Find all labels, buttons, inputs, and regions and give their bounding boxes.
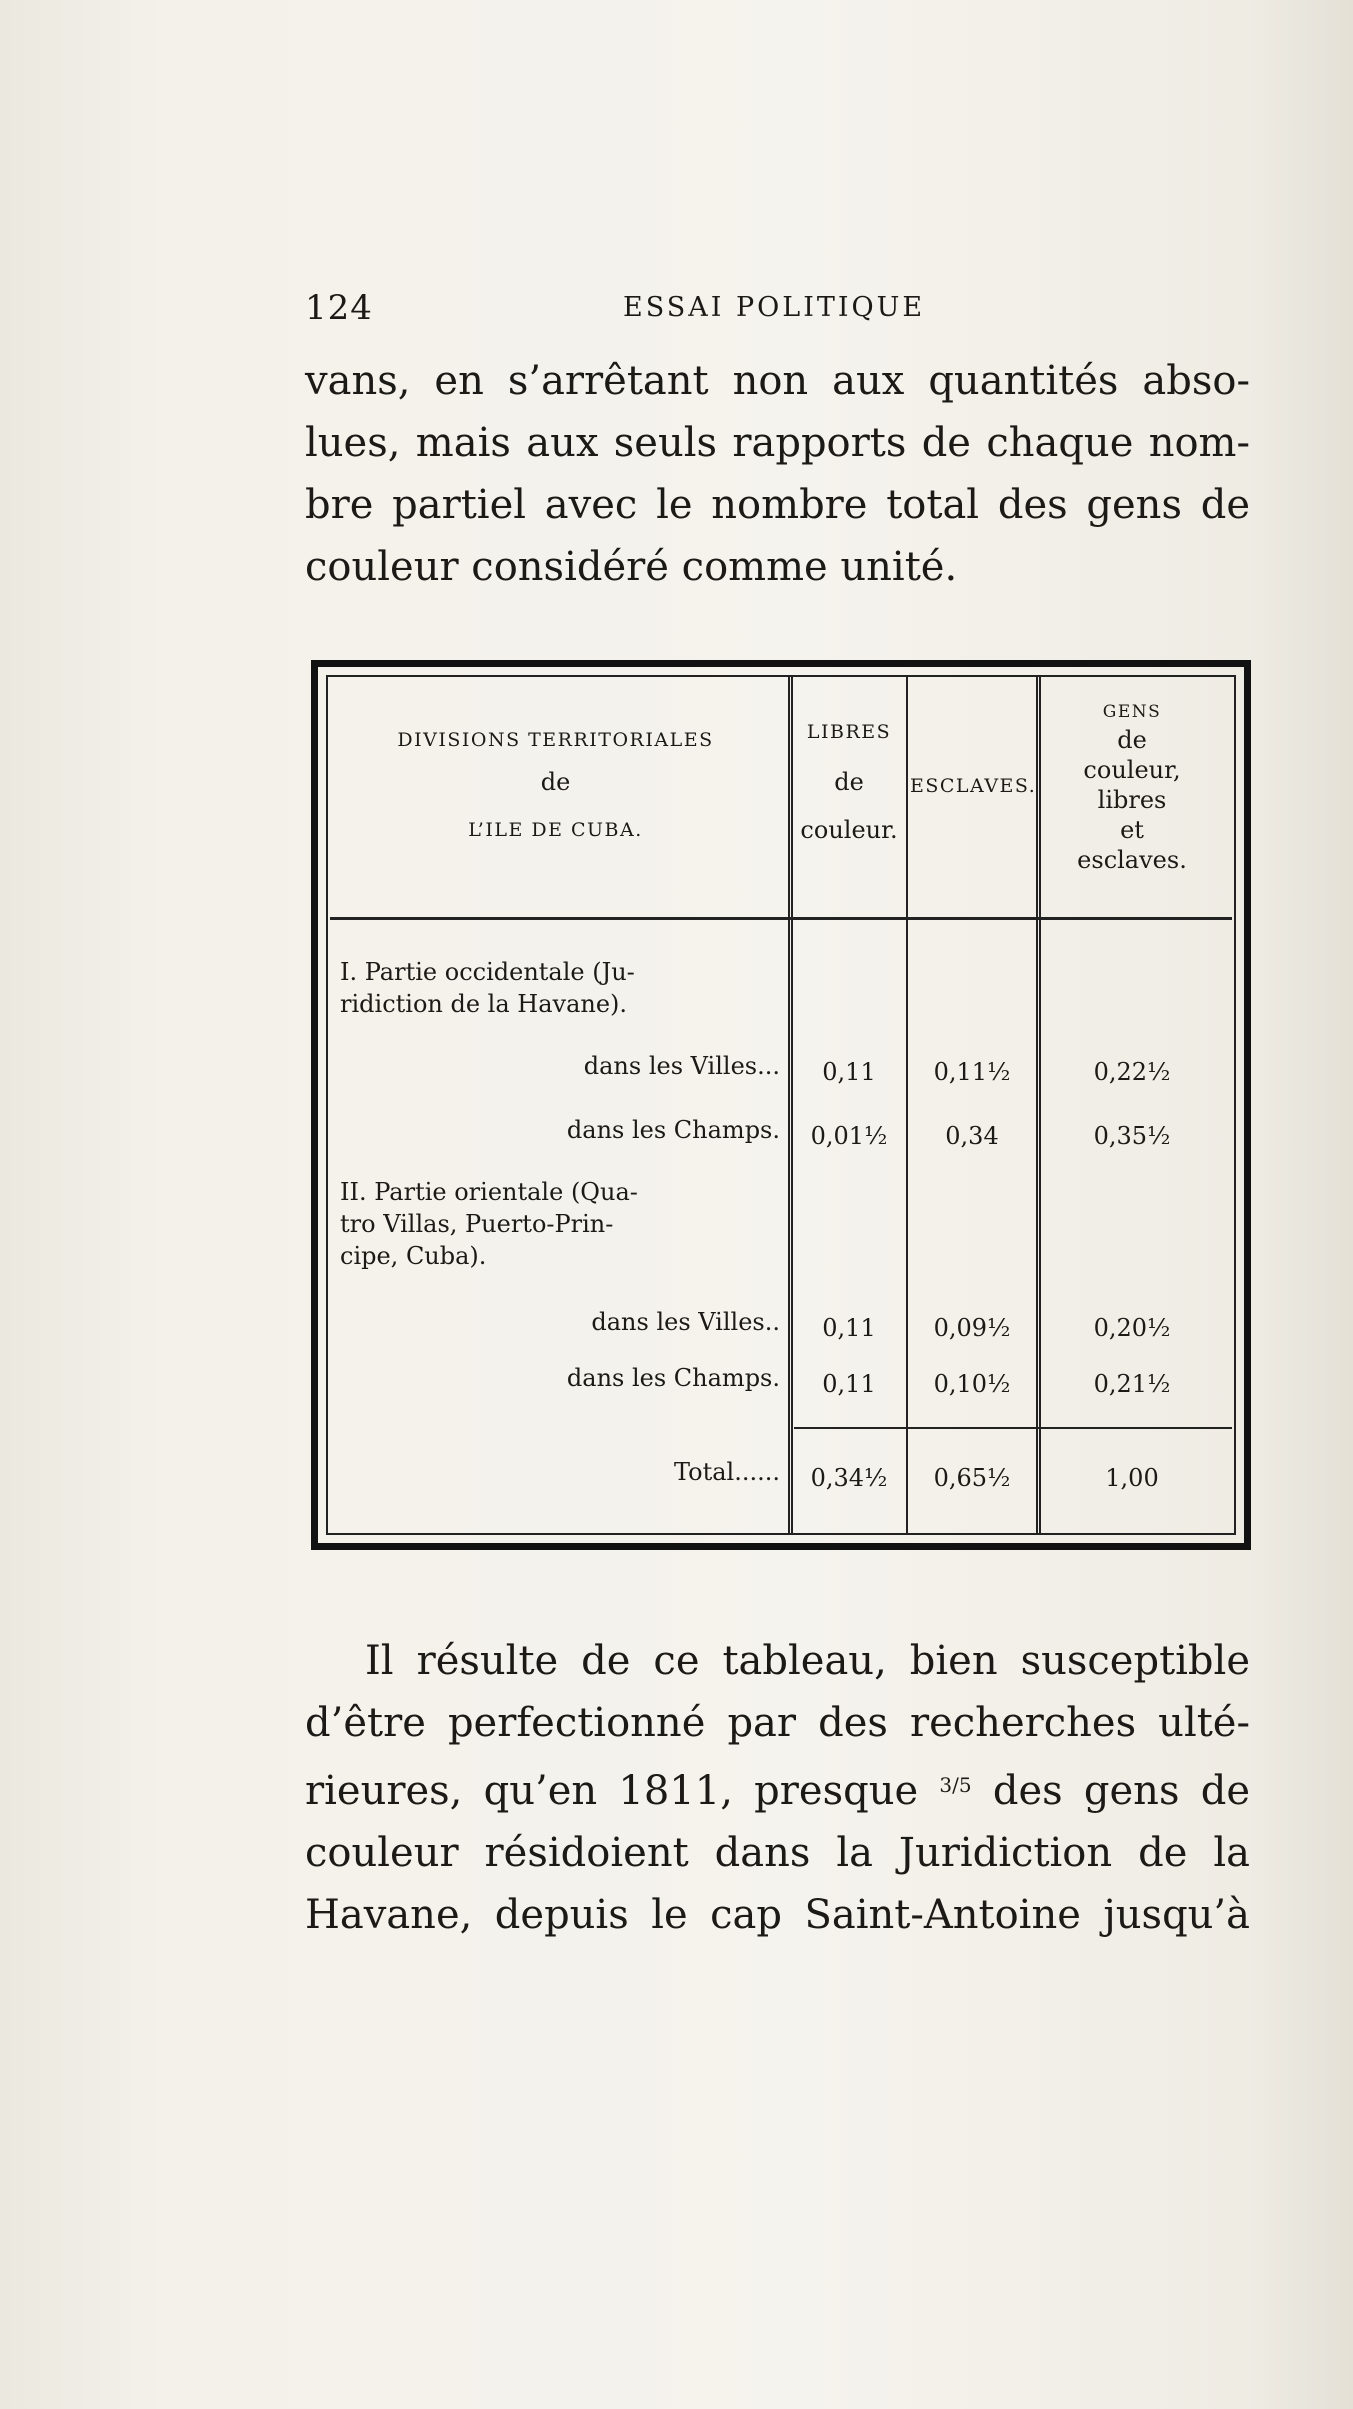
total-libres: 0,34½ [810, 1464, 888, 1492]
total-sum: 1,00 [1105, 1464, 1159, 1492]
intro-paragraph [305, 350, 1250, 598]
total-esclaves: 0,65½ [933, 1464, 1011, 1492]
header-text: couleur. [800, 816, 898, 844]
header-text: L’ILE DE CUBA. [468, 819, 643, 841]
section-title: II. Partie orientale (Qua- [340, 1178, 638, 1206]
text-fragment: rieures, qu’en 1811, presque [305, 1768, 940, 1814]
text-line: Havane, depuis le cap Saint-Antoine jusqu’à [305, 1892, 1250, 1938]
section-title: I. Partie occidentale (Ju- [340, 958, 635, 986]
row-label: dans les Villes... [583, 1052, 780, 1080]
section-title: cipe, Cuba). [340, 1242, 487, 1270]
cell-libres: 0,11 [822, 1058, 876, 1086]
column-divider [788, 677, 793, 1533]
cell-libres: 0,01½ [810, 1122, 888, 1150]
total-label: Total...... [674, 1458, 780, 1486]
header-text: de [540, 768, 571, 796]
header-gens: GENS [1102, 702, 1162, 722]
cell-esclaves: 0,11½ [933, 1058, 1011, 1086]
header-text: et [1120, 816, 1144, 844]
text-line: vans, en s’arrêtant non aux quantités abso- [305, 358, 1250, 404]
header-text: DIVISIONS TERRITORIALES [397, 729, 714, 751]
header-text: esclaves. [1077, 846, 1187, 874]
running-head: ESSAI POLITIQUE [623, 292, 926, 323]
text-line: couleur résidoient dans la Juridiction de la [305, 1830, 1250, 1876]
text-line: couleur considéré comme unité. [305, 544, 958, 590]
cell-total: 0,21½ [1093, 1370, 1171, 1398]
section-title: tro Villas, Puerto-Prin- [340, 1210, 614, 1238]
text-line [305, 1754, 1250, 1822]
page-header [305, 288, 1250, 328]
page-number: 124 [305, 288, 373, 328]
cell-esclaves: 0,10½ [933, 1370, 1011, 1398]
header-esclaves: ESCLAVES. [910, 775, 1037, 797]
cell-libres: 0,11 [822, 1370, 876, 1398]
row-label: dans les Villes.. [591, 1308, 780, 1336]
cell-total: 0,22½ [1093, 1058, 1171, 1086]
cell-total: 0,35½ [1093, 1122, 1171, 1150]
row-label: dans les Champs. [566, 1364, 780, 1392]
column-divider [1036, 677, 1041, 1533]
cell-libres: 0,11 [822, 1314, 876, 1342]
header-libres: LIBRES [806, 721, 892, 743]
header-rule [330, 917, 1232, 920]
statistics-table [311, 660, 1251, 1550]
cell-esclaves: 0,34 [945, 1122, 999, 1150]
text-line: Il résulte de ce tableau, bien susceptible [365, 1638, 1250, 1684]
total-rule [794, 1427, 1232, 1429]
conclusion-paragraph [305, 1630, 1250, 1946]
text-line: d’être perfectionné par des recherches ulté- [305, 1700, 1250, 1746]
fraction: 3/5 [939, 1773, 972, 1797]
section-title: ridiction de la Havane). [340, 990, 628, 1018]
header-text: couleur, [1083, 756, 1181, 784]
header-territorial-divisions [328, 725, 783, 755]
header-text: libres [1097, 786, 1167, 814]
row-label: dans les Champs. [566, 1116, 780, 1144]
text-line: lues, mais aux seuls rapports de chaque nom- [305, 420, 1250, 466]
header-text: de [834, 768, 864, 796]
cell-esclaves: 0,09½ [933, 1314, 1011, 1342]
cell-total: 0,20½ [1093, 1314, 1171, 1342]
column-divider [906, 677, 908, 1533]
text-line: bre partiel avec le nombre total des gens de [305, 482, 1250, 528]
text-fragment: des gens de [971, 1768, 1251, 1814]
header-text: de [1117, 726, 1147, 754]
